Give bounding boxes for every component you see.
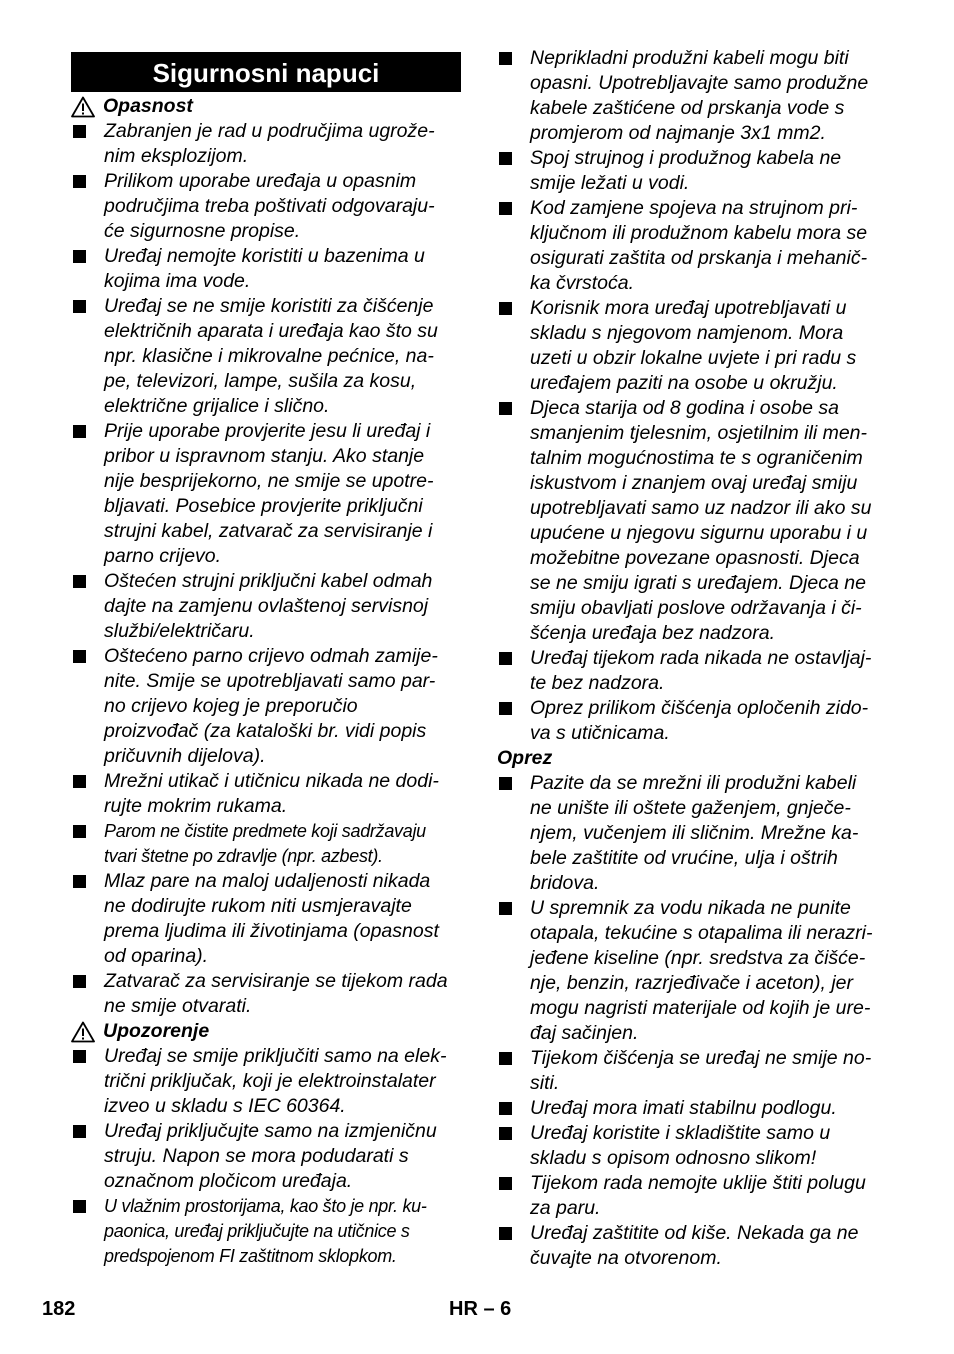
list-item: Tijekom rada nemojte uklije štiti polugu za paru. — [497, 1171, 889, 1221]
list-item: Tijekom čišćenja se uređaj ne smije no- siti. — [497, 1046, 889, 1096]
list-item: Uređaj se ne smije koristiti za čišćenje električnih aparata i uređaja kao što su npr. klasične i mikrovalne pećnice, na- pe, televizori, lampe, sušila za kosu, električne grijalice i slično. — [71, 294, 461, 419]
list-item: Uređaj koristite i skladištite samo u skladu s opisom odnosno slikom! — [497, 1121, 889, 1171]
danger-heading-label: Opasnost — [103, 95, 193, 117]
square-bullet-icon — [499, 777, 512, 790]
warning-triangle-icon — [71, 1021, 95, 1043]
warning-triangle-icon — [71, 96, 95, 118]
list-item: Neprikladni produžni kabeli mogu biti opasni. Upotrebljavajte samo produžne kabele zaštićene od prskanja vode s promjerom od najmanje 3x1 mm2. — [497, 46, 889, 146]
section-title: Sigurnosni napuci — [71, 52, 461, 92]
list-item: Zatvarač za servisiranje se tijekom rada ne smije otvarati. — [71, 969, 461, 1019]
right-column — [497, 46, 889, 1271]
square-bullet-icon — [499, 152, 512, 165]
list-item: Pazite da se mrežni ili produžni kabeli ne unište ili oštete gaženjem, gnječe- njem, vučenjem ili sličnim. Mrežne ka- bele zaštitite od vrućine, ulja i oštrih bridova. — [497, 771, 889, 896]
list-item: Mrežni utikač i utičnicu nikada ne dodi- rujte mokrim rukama. — [71, 769, 461, 819]
square-bullet-icon — [73, 1125, 86, 1138]
square-bullet-icon — [499, 902, 512, 915]
square-bullet-icon — [73, 250, 86, 263]
square-bullet-icon — [73, 975, 86, 988]
left-column — [71, 46, 461, 1269]
square-bullet-icon — [73, 775, 86, 788]
list-item: U spremnik za vodu nikada ne punite otapala, tekućine s otapalima ili nerazri- jeđene kiseline (npr. sredstva za čišće- nje, benzin, razrjeđivače i aceton), jer mogu nagristi materijale od kojih je ure- đaj sačinjen. — [497, 896, 889, 1046]
list-item: Oštećen strujni priključni kabel odmah dajte na zamjenu ovlaštenoj servisnoj službi/električaru. — [71, 569, 461, 644]
list-item: Uređaj zaštitite od kiše. Nekada ga ne čuvajte na otvorenom. — [497, 1221, 889, 1271]
square-bullet-icon — [499, 1127, 512, 1140]
list-item: Prilikom uporabe uređaja u opasnim područjima treba poštivati odgovaraju- će sigurnosne propise. — [71, 169, 461, 244]
square-bullet-icon — [73, 650, 86, 663]
square-bullet-icon — [499, 402, 512, 415]
caution-heading — [497, 746, 889, 771]
list-item: Kod zamjene spojeva na strujnom pri- ključnom ili produžnom kabelu mora se osigurati zaštita od prskanja i mehanič- ka čvrstoća. — [497, 196, 889, 296]
page-reference: HR – 6 — [449, 1298, 512, 1320]
page-number: 182 — [42, 1298, 76, 1320]
list-item: Uređaj se smije priključiti samo na elek- trični priključak, koji je elektroinstalater izveo u skladu s IEC 60364. — [71, 1044, 461, 1119]
list-item: Uređaj tijekom rada nikada ne ostavljaj- te bez nadzora. — [497, 646, 889, 696]
square-bullet-icon — [499, 52, 512, 65]
square-bullet-icon — [499, 302, 512, 315]
square-bullet-icon — [73, 1200, 86, 1213]
square-bullet-icon — [73, 1050, 86, 1063]
list-item: Parom ne čistite predmete koji sadržavaju tvari štetne po zdravlje (npr. azbest). — [71, 819, 461, 869]
list-item: Spoj strujnog i produžnog kabela ne smije ležati u vodi. — [497, 146, 889, 196]
list-item: U vlažnim prostorijama, kao što je npr. ku- paonica, uređaj priključujte na utičnice s predspojenom FI zaštitnom sklopkom. — [71, 1194, 461, 1269]
square-bullet-icon — [73, 125, 86, 138]
square-bullet-icon — [499, 1227, 512, 1240]
list-item: Djeca starija od 8 godina i osobe sa smanjenim tjelesnim, osjetilnim ili men- talnim mogućnostima te s ograničenim iskustvom i znanjem ovaj uređaj smiju upotrebljavati samo uz nadzor ili ako su upućene u njegovu sigurnu uporabu i u možebitne povezane opasnosti. Djeca se ne smiju igrati s uređajem. Djeca ne smiju obavljati poslove održavanja i či- šćenja uređaja bez nadzora. — [497, 396, 889, 646]
list-item: Uređaj nemojte koristiti u bazenima u kojima ima vode. — [71, 244, 461, 294]
square-bullet-icon — [73, 575, 86, 588]
list-item: Mlaz pare na maloj udaljenosti nikada ne dodirujte rukom niti usmjeravajte prema ljudima ili životinjama (opasnost od oparina). — [71, 869, 461, 969]
square-bullet-icon — [73, 300, 86, 313]
warning-heading — [71, 1019, 461, 1044]
list-item: Oprez prilikom čišćenja opločenih zido- va s utičnicama. — [497, 696, 889, 746]
square-bullet-icon — [499, 1052, 512, 1065]
square-bullet-icon — [499, 702, 512, 715]
square-bullet-icon — [499, 202, 512, 215]
list-item: Prije uporabe provjerite jesu li uređaj i pribor u ispravnom stanju. Ako stanje nije besprijekorno, ne smije se upotre- bljavati. Posebice provjerite priključni strujni kabel, zatvarač za servisiranje i parno crijevo. — [71, 419, 461, 569]
square-bullet-icon — [499, 1177, 512, 1190]
square-bullet-icon — [73, 175, 86, 188]
danger-heading — [71, 94, 461, 119]
list-item: Uređaj mora imati stabilnu podlogu. — [497, 1096, 889, 1121]
warning-heading-label: Upozorenje — [103, 1020, 210, 1042]
square-bullet-icon — [499, 1102, 512, 1115]
square-bullet-icon — [73, 425, 86, 438]
list-item: Oštećeno parno crijevo odmah zamije- nite. Smije se upotrebljavati samo par- no crijevo kojeg je preporučio proizvođač (za kataloški br. vidi popis pričuvnih dijelova). — [71, 644, 461, 769]
list-item: Korisnik mora uređaj upotrebljavati u skladu s njegovom namjenom. Mora uzeti u obzir lokalne uvjete i pri radu s uređajem paziti na osobe u okružju. — [497, 296, 889, 396]
list-item: Uređaj priključujte samo na izmjeničnu struju. Napon se mora podudarati s označnom pločicom uređaja. — [71, 1119, 461, 1194]
square-bullet-icon — [73, 875, 86, 888]
square-bullet-icon — [73, 825, 86, 838]
list-item: Zabranjen je rad u područjima ugrože- nim eksplozijom. — [71, 119, 461, 169]
square-bullet-icon — [499, 652, 512, 665]
caution-heading-label: Oprez — [497, 747, 553, 769]
